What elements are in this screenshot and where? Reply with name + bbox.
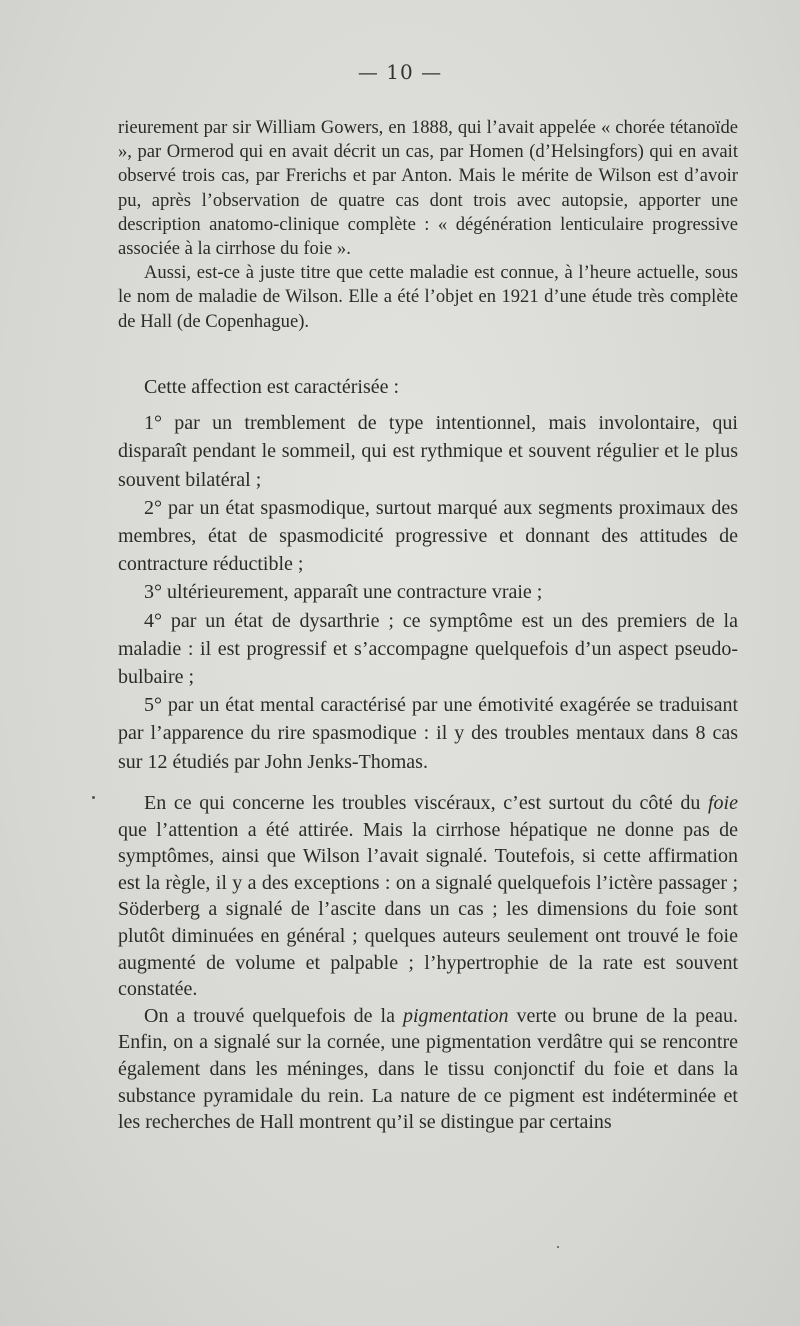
text-run: On a trouvé quelquefois de la	[144, 1004, 403, 1027]
paragraph	[118, 790, 738, 1003]
list-item: 1° par un tremblement de type intentionnel, mais involontaire, qui disparaît pendant le sommeil, qui est rythmique et souvent régulier et le plus souvent bilatéral ;	[118, 412, 738, 491]
paper-speck	[557, 1246, 559, 1248]
paragraph	[118, 1003, 738, 1136]
paragraph: rieurement par sir William Gowers, en 1888, qui l’avait appelée « chorée tétanoïde », par Ormerod qui en avait décrit un cas, par Homen (d’Helsingfors) qui en avait observé trois cas, par Frerichs et par Anton. Mais le mérite de Wilson est d’avoir pu, après l’observation de quatre cas dont trois avec autopsie, apporter une description anatomo-clinique complète : « dégénération lenticulaire progressive associée à la cirrhose du foie ».	[118, 117, 738, 260]
text-run: En ce qui concerne les troubles viscéraux, c’est surtout du côté du	[144, 792, 708, 814]
list-item: 2° par un état spasmodique, surtout marqué aux segments proximaux des membres, état de spasmodicité progressive et donnant des attitudes de contracture réductible ;	[118, 496, 738, 576]
emphasis: pigmentation	[402, 1004, 509, 1027]
list-item: 4° par un état de dysarthrie ; ce symptôme est un des premiers de la maladie : il est progressif et s’accompagne quelquefois d’un aspect pseudo-bulbaire ;	[118, 609, 738, 689]
emphasis: foie	[708, 792, 738, 814]
list-heading: Cette affection est caractérisée :	[144, 376, 400, 398]
text-run: verte ou brune de la peau. Enfin, on a signalé sur la cornée, une pigmentation verdâtre qui se rencontre également dans les méninges, dans le tissu conjonctif du foie et dans la substance pyramidale du rein. La nature de ce pigment est indéterminée et les recherches de Hall montrent qu’il se distingue par certains	[118, 1004, 738, 1134]
list-item: 5° par un état mental caractérisé par une émotivité exagérée se traduisant par l’apparence du rire spasmodique : il y des troubles mentaux dans 8 cas sur 12 étudiés par John Jenks-Thomas.	[118, 694, 738, 773]
symptom-list	[118, 373, 738, 776]
visceral-paragraphs	[118, 790, 738, 1136]
paper-speck	[92, 796, 95, 799]
paragraph: Aussi, est-ce à juste titre que cette maladie est connue, à l’heure actuelle, sous le nom de maladie de Wilson. Elle a été l’objet en 1921 d’une étude très complète de Hall (de Copenhague).	[118, 262, 738, 332]
list-item: 3° ultérieurement, apparaît une contracture vraie ;	[144, 581, 543, 604]
opening-paragraphs	[118, 116, 738, 334]
page-number: — 10 —	[357, 60, 443, 84]
text-run: que l’attention a été attirée. Mais la cirrhose hépatique ne donne pas de symptômes, ainsi que Wilson l’avait signalé. Toutefois, si cette affirmation est la règle, il y a des exceptions : on a signalé quelquefois l’ictère passager ; Söderberg a signalé de l’ascite dans un cas ; les dimensions du foie sont plutôt diminuées en général ; quelques auteurs seulement ont trouvé le foie augmenté de volume et palpable ; l’hypertrophie de la rate est souvent constatée.	[118, 818, 738, 1001]
